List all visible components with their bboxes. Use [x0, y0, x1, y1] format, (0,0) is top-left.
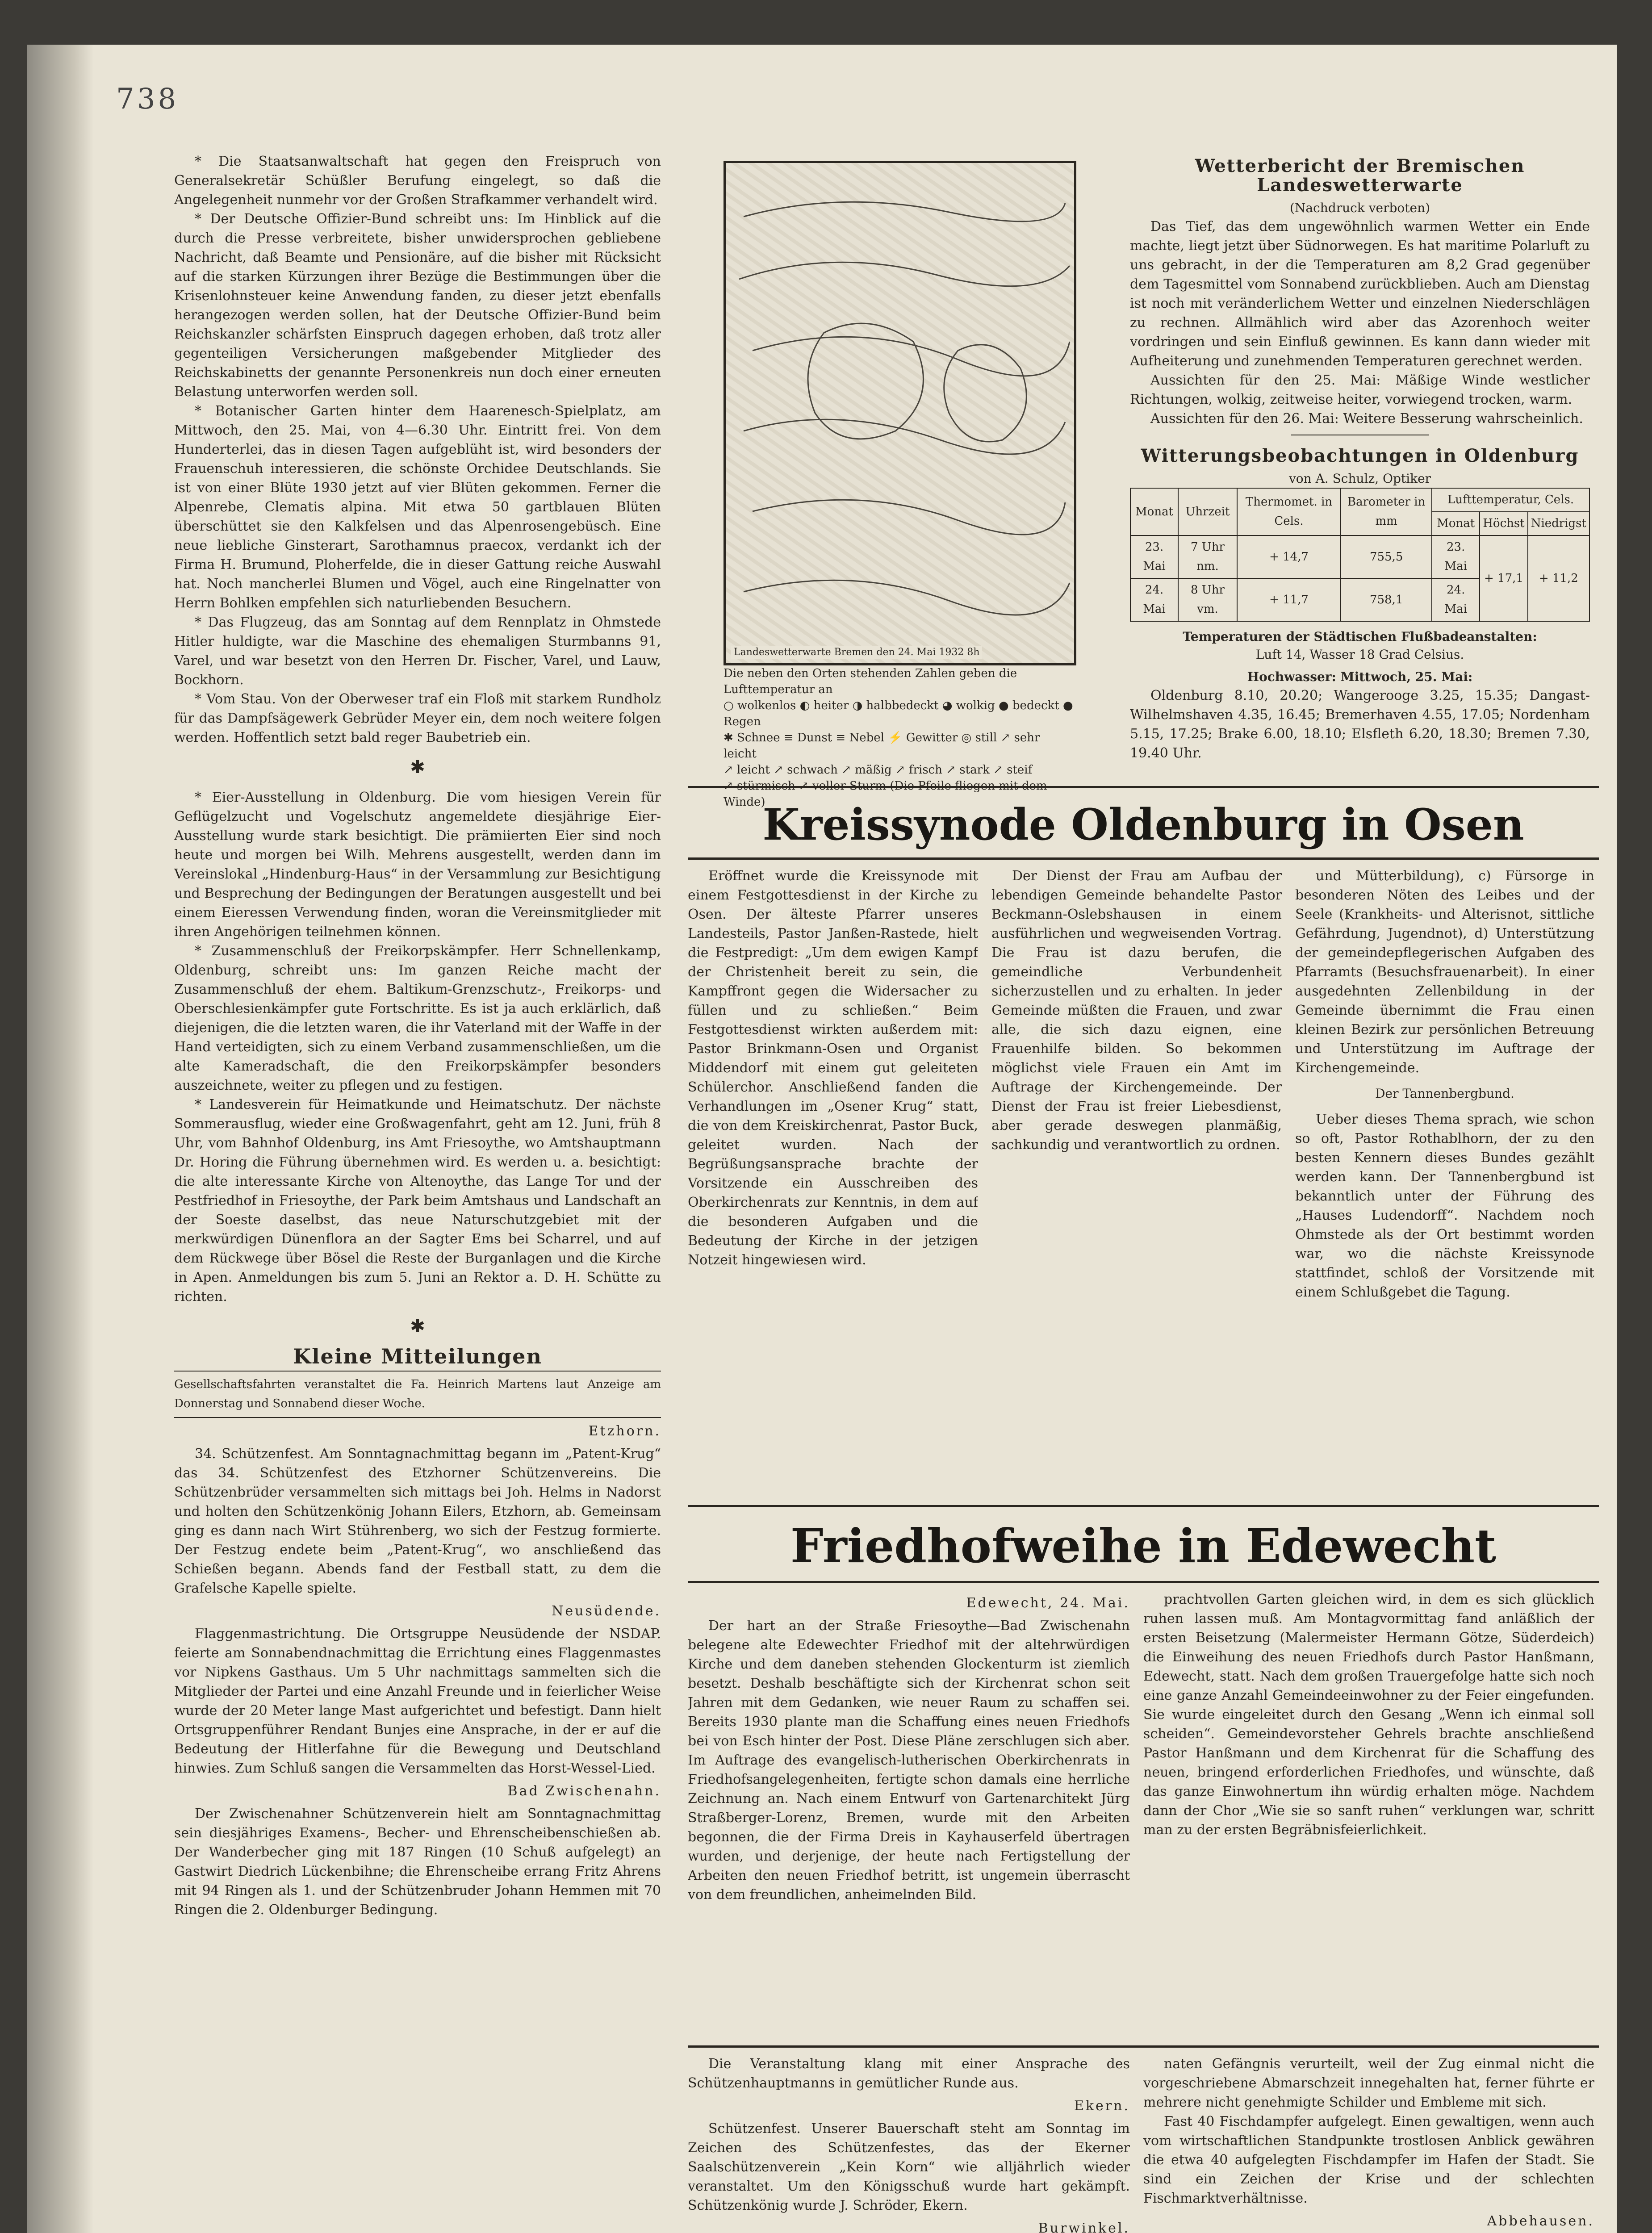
news-item: Fast 40 Fischdampfer aufgelegt. Einen gewaltigen, wenn auch vom wirtschaftlichen Standpunkte trostlosen Anblick gewähren die etwa 40 aufgelegten Fischdampfer im Hafen der Stadt. Sie sind ein Zeichen der Krise und der schlechten Fischmarktverhältnisse.: [1143, 2114, 1594, 2206]
witterung-table: [1130, 488, 1590, 622]
th-barometer: Barometer in mm: [1341, 488, 1432, 535]
cell: 755,5: [1341, 535, 1432, 578]
news-item: naten Gefängnis verurteilt, weil der Zug einmal nicht die vorgeschriebene Abmarschzeit innegehalten hat, ferner führte er mehrere nicht genehmigte Schilder und Embleme mit sich.: [1143, 2056, 1594, 2110]
legend-line: ✱ Schnee ≡ Dunst ≡ Nebel ⚡ Gewitter ◎ still ↗ sehr leicht: [724, 731, 1040, 761]
separator-star: ✱: [410, 757, 425, 778]
left-column: [174, 152, 661, 2233]
news-item: Die Veranstaltung klang mit einer Ansprache des Schützenhauptmanns in gemütlicher Runde aus.: [688, 2056, 1130, 2091]
place-heading: Ekern.: [1074, 2098, 1130, 2114]
cell: 24. Mai: [1130, 578, 1178, 621]
newspaper-page: [27, 45, 1617, 2233]
place-heading: Abbehausen.: [1487, 2213, 1594, 2229]
place-heading: Neusüdende.: [552, 1603, 661, 1619]
cell: + 14,7: [1237, 535, 1341, 578]
paragraph: * Landesverein für Heimatkunde und Heimatschutz. Der nächste Sommerausflug, wieder eine Großwagenfahrt, geht am 12. Juni, früh 8 Uhr, vom Bahnhof Oldenburg, ins Amt Friesoythe, wo Amtshauptmann Dr. Horing die Führung übernehmen wird. Es werden u. a. besichtigt: die alte interessante Kirche von Altenoythe, das Lange Tor und der Pestfriedhof in Friesoythe, der Park beim Amtshaus und Landschaft an der Soeste daselbst, das neue Naturschutzgebiet mit der merkwürdigen Dünenflora an der Sagter Ems bei Scharrel, und auf dem Rückwege über Bösel die Reste der Burganlagen und die Kirche in Apen. Anmeldungen bis zum 5. Juni an Rektor a. D. H. Schütte zu richten.: [174, 1097, 661, 1305]
left-paragraphs: [174, 152, 661, 747]
divider: [174, 1417, 661, 1418]
weather-map-legend: [724, 665, 1076, 810]
cell: 24. Mai: [1432, 578, 1480, 621]
th-niedrigst: Niedrigst: [1528, 512, 1589, 535]
kreissynode-col2: [991, 866, 1282, 1496]
hochwasser-title: Hochwasser: Mittwoch, 25. Mai:: [1247, 669, 1473, 684]
kreissynode-text-2: Der Dienst der Frau am Aufbau der lebendigen Gemeinde behandelte Pastor Beckmann-Oslebshausen in einem ausführlichen und wegweisenden Vortrag. Die Frau ist dazu berufen, die gemeindliche Verbundenheit sicherzustellen und zu erhalten. In jeder Gemeinde müßten die Frauen, und zwar alle, die sich dazu eignen, eine Frauenhilfe bilden. So bekommen möglichst viele Frauen ein Amt im Auftrage der Kirchengemeinde. Der Dienst der Frau ist freier Liebesdienst, aber gerade deswegen planmäßig, sachkundig und verantwortlich zu ordnen.: [991, 868, 1282, 1153]
friedhof-text-2: prachtvollen Garten gleichen wird, in dem es sich glücklich ruhen lassen muß. Am Montagvormittag fand anläßlich der ersten Beisetzung (Malermeister Hermann Götze, Süderdeich) die Einweihung des neuen Friedhofs durch Pastor Hanßmann, Edewecht, statt. Nach dem großen Trauergefolge hatte sich noch eine ganze Anzahl Gemeindeeinwohner zu der Feier eingefunden. Sie wurde eingeleitet durch den Gesang „Wenn ich einmal soll scheiden“. Gemeindevorsteher Gehrels brachte anschließend Pastor Hanßmann und dem Kirchenrat für die Schaffung des neuen, bringend erforderlichen Friedhofes, und wünschte, daß das ganze Einwohnertum ihn würdig erhalten möge. Nachdem dann der Chor „Wie sie so sanft ruhen“ verklungen war, schritt man zu der ersten Begräbnisfeierlichkeit.: [1143, 1592, 1594, 1838]
cell: + 11,7: [1237, 578, 1341, 621]
kreissynode-text-1: Eröffnet wurde die Kreissynode mit einem Festgottesdienst in der Kirche zu Osen. Der älteste Pfarrer unseres Landesteils, Pastor Janßen-Rastede, hielt die Festpredigt: „Um dem ewigen Kampf der Christenheit bereit zu sein, die Kampffront gegen die Widersacher zu füllen und zu schließen.“ Beim Festgottesdienst wirkten außerdem mit: Pastor Brinkmann-Osen und Organist Middendorf mit einem gut geleiteten Schülerchor. Anschließend fanden die Verhandlungen im „Osener Krug“ statt, die von dem Kreiskirchenrat, Pastor Buck, geleitet wurden. Nach der Begrüßungsansprache brachte der Vorsitzende ein Ausschreiben des Oberkirchenrats zur Kenntnis, in dem auf die besonderen Aufgaben und die Bedeutung der Kirche in der jetzigen Notzeit hingewiesen wird.: [688, 868, 978, 1268]
page-number: 738: [116, 83, 179, 116]
divider: [688, 857, 1599, 860]
wetterbericht-title: Wetterbericht der Bremischen Landeswetterwarte: [1195, 156, 1525, 196]
news-item: 34. Schützenfest. Am Sonntagnachmittag begann im „Patent-Krug“ das 34. Schützenfest des Etzhorner Schützenvereins. Die Schützenbrüder versammelten sich mittags bei Joh. Helms in Nadorst und holten den Schützenkönig Johann Eilers, Etzhorn, ab. Gemeinsam ging es dann nach Wirt Stührenberg, wo sich der Festzug formierte. Der Festzug endete beim „Patent-Krug“, wo anschließend das Schießen begann. Abends fand der Festball statt, zu dem die Grafelsche Kapelle spielte.: [174, 1446, 661, 1596]
cell: + 11,2: [1528, 535, 1589, 621]
th-uhrzeit: Uhrzeit: [1178, 488, 1237, 535]
th-hoechst: Höchst: [1480, 512, 1527, 535]
paragraph: * Eier-Ausstellung in Oldenburg. Die vom hiesigen Verein für Geflügelzucht und Vogelschutz angemeldete diesjährige Eier-Ausstellung wurde stark besichtigt. Die prämiierten Eier sind noch heute und morgen bei Wilh. Mehrens ausgestellt, werden dann im Vereinslokal „Hindenburg-Haus“ in der Versammlung zur Besichtigung und Besprechung der Bedingungen der Beratungen ausgestellt und bei einem Eieressen Verwendung finden, woran die Vereinsmitglieder mit ihren Angehörigen teilnehmen können.: [174, 790, 661, 940]
th-monat-2: Monat: [1432, 512, 1480, 535]
news-item: Der Zwischenahner Schützenverein hielt am Sonntagnachmittag sein diesjähriges Examens-, Becher- und Ehrenscheibenschießen ab. Der Wanderbecher ging mit 187 Ringen (10 Schuß aufgelegt) an Gastwirt Diedrich Lückenbihne; die Ehrenscheibe errang Fritz Ahrens mit 94 Ringen als 1. und der Schützenbruder Johann Hemmen mit 70 Ringen die 2. Oldenburger Bedingung.: [174, 1806, 661, 1918]
divider: [688, 786, 1599, 788]
book-spine: [27, 45, 94, 2233]
paragraph: * Zusammenschluß der Freikorpskämpfer. Herr Schnellenkamp, Oldenburg, schreibt uns: Im ganzen Reiche macht der Zusammenschluß der ehem. Baltikum-Grenzschutz-, Freikorps- und Oberschlesienkämpfer gute Fortschritte. Es ist ja auch erklärlich, daß diejenigen, die die letzten waren, die ihr Vaterland mit der Waffe in der Hand verteidigten, sich zu einem Verband zusammenschließen, um die alte Kameradschaft, die den Freikorpskämpfer besonders auszeichnete, weiter zu pflegen und zu festigen.: [174, 943, 661, 1093]
legend-line: ↗ leicht ↗ schwach ↗ mäßig ↗ frisch ↗ stark ↗ steif: [724, 763, 1033, 777]
weather-map-drawing: [726, 163, 1074, 663]
divider: [688, 1581, 1599, 1583]
kleine-mitteilungen-title: Kleine Mitteilungen: [293, 1344, 542, 1368]
paragraph: * Das Flugzeug, das am Sonntag auf dem Rennplatz in Ohmstede Hitler huldigte, war die Maschine des ehemaligen Sturmbanns 91, Varel, und war besetzt von den Herren Dr. Fischer, Varel, und Lauw, Bockhorn.: [174, 615, 661, 688]
bottom-col1: [688, 2054, 1130, 2233]
badeanstalten-title: Temperaturen der Städtischen Flußbadeanstalten:: [1183, 629, 1537, 644]
weather-column: [1130, 156, 1590, 790]
kreissynode-col1: [688, 866, 978, 1496]
legend-line: ○ wolkenlos ◐ heiter ◑ halbbedeckt ◕ wolkig ● bedeckt ● Regen: [724, 699, 1073, 728]
weather-map: [724, 161, 1076, 665]
friedhof-col1: [688, 1590, 1130, 2036]
witterung-title: Witterungsbeobachtungen in Oldenburg: [1141, 445, 1579, 466]
cell: + 17,1: [1480, 535, 1527, 621]
kleine-mitteilungen-items: [174, 1422, 661, 1919]
news-item: Flaggenmastrichtung. Die Ortsgruppe Neusüdende der NSDAP. feierte am Sonnabendnachmittag die Errichtung eines Flaggenmastes vor Nipkens Gasthaus. Um 5 Uhr nachmittags sammelten sich die Mitglieder der Partei und eine Anzahl Freunde und in feierlicher Weise wurde der 20 Meter lange Mast aufgerichtet und befestigt. Dann hielt Ortsgruppenführer Rendant Bunjes eine Ansprache, in der er auf die Bedeutung der Hitlerfahne für die Bewegung und Deutschland hinwies. Zum Schluß sangen die Versammelten das Horst-Wessel-Lied.: [174, 1626, 661, 1776]
cell: 23. Mai: [1130, 535, 1178, 578]
news-item: Schützenfest. Unserer Bauerschaft steht am Sonntag im Zeichen des Schützenfestes, das der Ekerner Saalschützenverein „Kein Korn“ wie alljährlich wieder veranstaltet. Um den Königsschuß wurde hart gekämpft. Schützenkönig wurde J. Schröder, Ekern.: [688, 2121, 1130, 2213]
kreissynode-text-3: und Mütterbildung), c) Fürsorge in besonderen Nöten des Leibes und der Seele (Krankheits- und Alterisnot, sittliche Gefährdung, Jugendnot), d) Unterstützung der gemeindepflegerischen Aufgaben des Pfarramts (Besuchsfrauenarbeit). In einer ausgedehnten Zellenbildung in der Gemeinde übernimmt die Frau einen kleinen Bezirk zur persönlichen Betreuung und Unterstützung im Auftrage der Kirchengemeinde.: [1295, 868, 1594, 1076]
kreissynode-headline: Kreissynode Oldenburg in Osen: [762, 799, 1524, 850]
th-lufttemperatur: Lufttemperatur, Cels.: [1432, 488, 1589, 512]
left-paragraphs-2: [174, 788, 661, 1306]
divider: [688, 2045, 1599, 2048]
cell: 7 Uhr nm.: [1178, 535, 1237, 578]
tannenbergbund-subhead: Der Tannenbergbund.: [1375, 1086, 1514, 1101]
forecast-25: Aussichten für den 25. Mai: Mäßige Winde westlicher Richtungen, wolkig, zeitweise heiter, vorwiegend trocken, warm.: [1130, 372, 1590, 407]
paragraph: * Der Deutsche Offizier-Bund schreibt uns: Im Hinblick auf die durch die Presse verbreitete, bisher unwidersprochen gebliebene Nachricht, daß Beamte und Pensionäre, auf die bisher mit Rücksicht auf die starken Kürzungen ihrer Bezüge die Bestimmungen über die Krisenlohnsteuer keine Anwendung fanden, zu dieser jetzt ebenfalls herangezogen werden sollen, hat der Deutsche Offizier-Bund beim Reichskanzler schärfsten Einspruch dagegen erhoben, daß trotz aller gegenteiligen Versicherungen maßgebender Mitglieder des Reichskabinetts der genannte Personenkreis nun doch einer erneuten Belastung unterworfen werden soll.: [174, 211, 661, 400]
kleine-mitteilungen-sub: Gesellschaftsfahrten veranstaltet die Fa. Heinrich Martens laut Anzeige am Donnerstag und Sonnabend dieser Woche.: [174, 1378, 661, 1410]
paragraph: * Vom Stau. Von der Oberweser traf ein Floß mit starkem Rundholz für das Dampfsägewerk Gebrüder Meyer ein, dem noch weitere folgen werden. Hoffentlich setzt bald reger Baubetrieb ein.: [174, 691, 661, 745]
paragraph: * Die Staatsanwaltschaft hat gegen den Freispruch von Generalsekretär Schüßler Berufung eingelegt, so daß die Angelegenheit nunmehr vor der Großen Strafkammer verhandelt wird.: [174, 154, 661, 208]
friedhof-col2: [1143, 1590, 1594, 2036]
th-monat: Monat: [1130, 488, 1178, 535]
divider: [174, 1371, 661, 1372]
wetterbericht-sub: (Nachdruck verboten): [1289, 201, 1430, 215]
friedhof-dateline: Edewecht, 24. Mai.: [966, 1595, 1130, 1611]
cell: 23. Mai: [1432, 535, 1480, 578]
kreissynode-text-4: Ueber dieses Thema sprach, wie schon so oft, Pastor Rothablhorn, der zu den besten Kennern dieses Bundes gezählt werden kann. Der Tannenbergbund ist bekanntlich unter der Führung des „Hauses Ludendorff“. Nachdem noch Ohmstede als der Ort bestimmt worden war, wo die nächste Kreissynode stattfindet, schloß der Vorsitzende mit einem Schlußgebet die Tagung.: [1295, 1112, 1594, 1300]
witterung-sub: von A. Schulz, Optiker: [1288, 471, 1431, 486]
wetterbericht-text: Das Tief, das dem ungewöhnlich warmen Wetter ein Ende machte, liegt jetzt über Südnorwegen. Es hat maritime Polarluft zu uns gebracht, in der die Temperaturen am 8,2 Grad gegenüber dem Tagesmittel vom Sonnabend zurückblieben. Auch am Dienstag ist noch mit veränderlichem Wetter und einzelnen Niederschlägen zu rechnen. Allmählich wird aber das Azorenhoch weiter vordringen und sein Einfluß gewinnen. Es kann dann wieder mit Aufheiterung und zunehmenden Temperaturen gerechnet werden.: [1130, 219, 1590, 369]
cell: 8 Uhr vm.: [1178, 578, 1237, 621]
place-heading: Etzhorn.: [588, 1423, 661, 1439]
bottom-col2: [1143, 2054, 1594, 2233]
hochwasser-text: Oldenburg 8.10, 20.20; Wangerooge 3.25, 15.35; Dangast-Wilhelmshaven 4.35, 16.45; Bremerhaven 4.55, 17.05; Nordenham 5.15, 17.25; Brake 6.00, 18.10; Elsfleth 6.20, 18.30; Bremen 7.30, 19.40 Uhr.: [1130, 688, 1590, 761]
th-thermometer: Thermomet. in Cels.: [1237, 488, 1341, 535]
divider: [688, 1505, 1599, 1507]
friedhof-headline: Friedhofweihe in Edewecht: [790, 1518, 1497, 1573]
legend-line: Die neben den Orten stehenden Zahlen geben die Lufttemperatur an: [724, 667, 1017, 696]
place-heading: Bad Zwischenahn.: [507, 1783, 661, 1799]
forecast-26: Aussichten für den 26. Mai: Weitere Besserung wahrscheinlich.: [1150, 411, 1583, 427]
friedhof-text-1: Der hart an der Straße Friesoythe—Bad Zwischenahn belegene alte Edewechter Friedhof mit der altehrwürdigen Kirche und dem daneben stehenden Glockenturm ist ziemlich besetzt. Deshalb beschäftigte sich der Kirchenrat schon seit Jahren mit dem Gedanken, wie neuer Raum zu schaffen sei. Bereits 1930 plante man die Schaffung eines neuen Friedhofs bei von Esch hinter der Post. Diese Pläne zerschlugen sich aber. Im Auftrage des evangelisch-lutherischen Oberkirchenrats in Friedhofsangelegenheiten, fertigte schon damals eine herrliche Zeichnung an. Nach einem Entwurf von Gartenarchitekt Jürg Straßberger-Lorenz, Bremen, wurde mit den Arbeiten begonnen, die der Firma Dreis in Kayhauserfeld übertragen wurden, und derjenige, der heute nach Fertigstellung der Arbeiten den neuen Friedhof betritt, ist ungemein überrascht von dem freundlichen, anheimelnden Bild.: [688, 1618, 1130, 1903]
separator-star: ✱: [410, 1316, 425, 1337]
paragraph: * Botanischer Garten hinter dem Haarenesch-Spielplatz, am Mittwoch, den 25. Mai, von 4—6.30 Uhr. Eintritt frei. Von dem Hunderterlei, das in diesen Tagen aufgeblüht ist, wird besonders der Frauenschuh interessieren, die schönste Orchidee Deutschlands. Sie ist von einer Blüte 1930 jetzt auf vier Blüten gekommen. Ferner die Alpenrebe, Clematis alpina. Mit etwa 50 gartblauen Blüten überschüttet sie den Kalkfelsen und das Alpenrosengebüsch. Eine neue liebliche Ginsterart, Sarothamnus praecox, verdankt ich der Firma H. Brumund, Ploherfelde, die in dieser Gattung reiche Auswahl hat. Noch mancherlei Blumen und Vögel, auch eine Ringelnatter von Herrn Bohlken empfehlen sich naturliebenden Besuchern.: [174, 403, 661, 611]
badeanstalten-text: Luft 14, Wasser 18 Grad Celsius.: [1255, 647, 1464, 662]
legend-line: Winde): [724, 795, 765, 809]
cell: 758,1: [1341, 578, 1432, 621]
kreissynode-col3: [1295, 866, 1594, 1496]
weather-map-caption: Landeswetterwarte Bremen den 24. Mai 1932 8h: [731, 646, 982, 659]
table-row: [1130, 535, 1589, 578]
place-heading: Burwinkel.: [1038, 2220, 1130, 2233]
